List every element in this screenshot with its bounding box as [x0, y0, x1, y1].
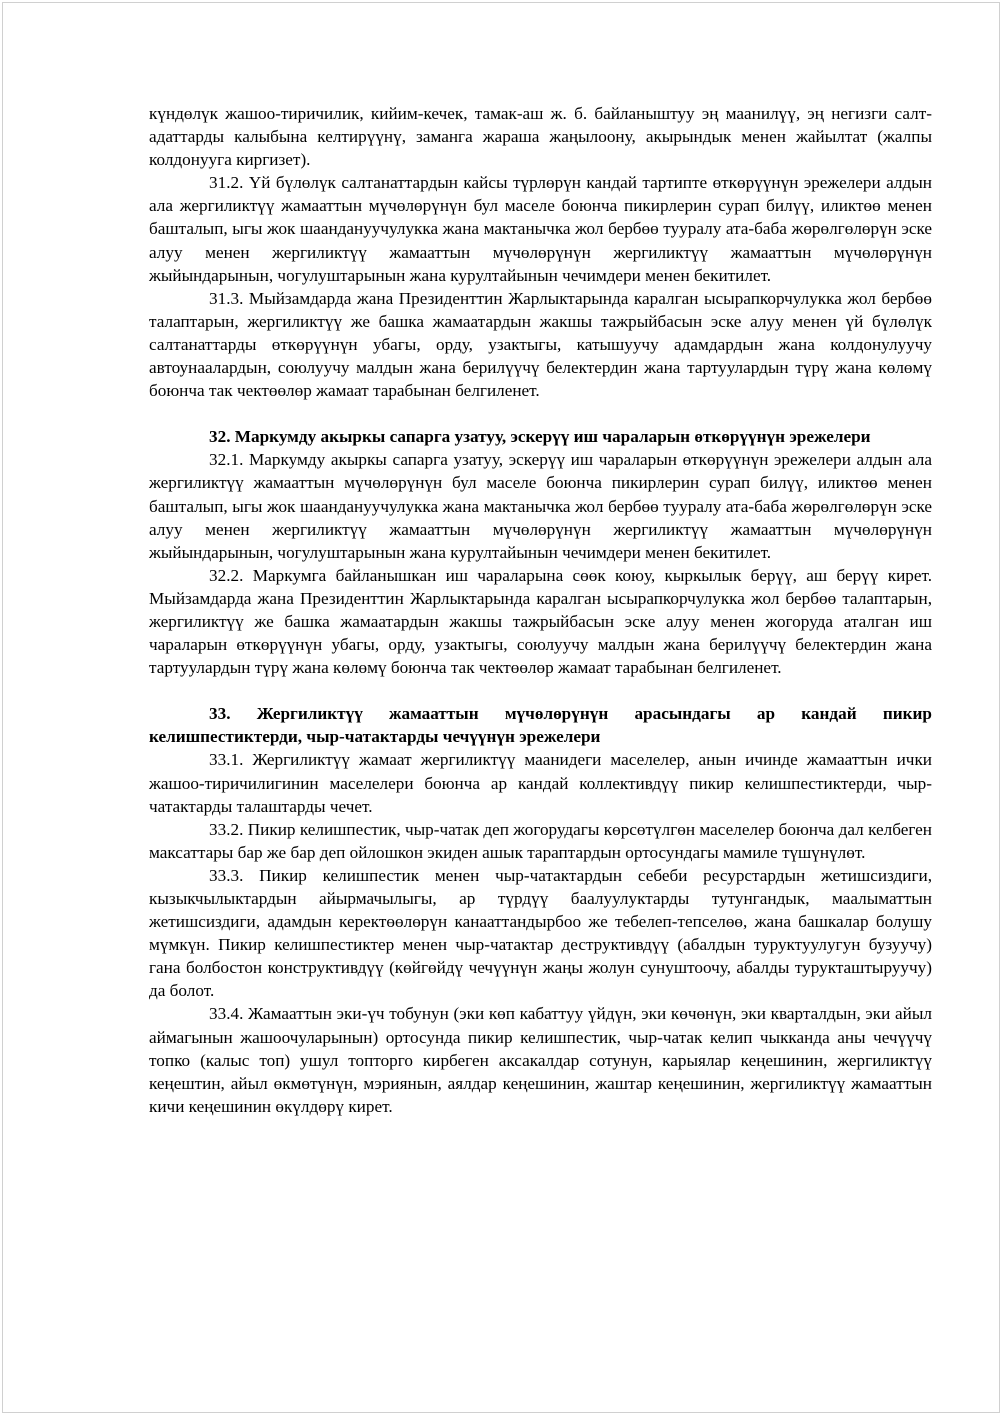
paragraph-31-3: 31.3. Мыйзамдарда жана Президенттин Жарлыктарында каралган ысырапкорчулукка жол бербөө талаптарын, жергиликтүү же башка жамаатардын жакшы тажрыйбасын эске алуу менен үй бүлөлүк салтанаттарды өткөрүүнүн убагы, орду, узактыгы, катышуучу адамдардын жана колдонулуучу автоунаалардын, союлуучу малдын жана берилүүчү белектердин жана тартуулардын түрү жана көлөмү боюнча так чектөөлөр жамаат тарабынан белгиленет.	[149, 288, 932, 401]
heading-section-33: 33. Жергиликтүү жамааттын мүчөлөрүнүн арасындагы ар кандай пикир келишпестиктерди, чыр-чатактарды чечүүнүн эрежелери	[149, 704, 932, 747]
paragraph-32-1: 32.1. Маркумду акыркы сапарга узатуу, эскерүү иш чараларын өткөрүүнүн эрежелери алдын ала жергиликтүү жамааттын мүчөлөрүнүн бул маселе боюнча пикирлерин сурап билүү, иликтөө менен башталып, ыгы жок шаандануучулукка жана мактанычка жол бербөө тууралу ата-баба жөрөлгөлөрүн эске алуу менен жергиликтүү жамааттын мүчөлөрүнүн жергиликтүү жамааттын мүчөлөрүнүн жыйындарынын, чогулуштарынын жана курултайынын чечимдери менен бекитилет.	[149, 450, 932, 562]
document-body	[149, 102, 932, 1118]
paragraph-31-2: 31.2. Үй бүлөлүк салтанаттардын кайсы түрлөрүн кандай тартипте өткөрүүнүн эрежелери алдын ала жергиликтүү жамааттын мүчөлөрүнүн бул маселе боюнча пикирлерин сурап билүү, иликтөө менен башталып, ыгы жок шаандануучулукка жана мактанычка жол бербөө тууралу ата-баба жөрөлгөлөрүн эске алуу менен жергиликтүү жамааттын мүчөлөрүнүн жергиликтүү жамааттын мүчөлөрүнүн жыйындарынын, чогулуштарынын жана курултайынын чечимдери менен бекитилет.	[149, 173, 932, 285]
heading-section-32: 32. Маркумду акыркы сапарга узатуу, эскерүү иш чараларын өткөрүүнүн эрежелери	[209, 427, 871, 447]
paragraph-33-1: 33.1. Жергиликтүү жамаат жергиликтүү маанидеги маселелер, анын ичинде жамааттын ички жашоо-тиричилигинин маселелери боюнча ар кандай коллективдүү пикир келишпестиктерди, чыр-чатактарды талаштарды чечет.	[149, 750, 932, 816]
page	[2, 2, 1000, 1413]
paragraph-33-3: 33.3. Пикир келишпестик менен чыр-чатактардын себеби ресурстардын жетишсиздиги, кызыкчылыктардын айырмачылыгы, ар түрдүү баалуулуктарды тутунгандык, маалыматтын жетишсиздиги, адамдын керектөөлөрүн канааттандырбоо же тебелеп-тепселөө, жана башкалар болушу мүмкүн. Пикир келишпестиктер менен чыр-чатактар деструктивдүү (абалдын туруктуулугун бузуучу) гана болбостон конструктивдүү (көйгөйдү чечүүнүн жаңы жолун сунуштоочу, абалды турукташтыруучу) да болот.	[149, 865, 932, 1001]
paragraph-32-2: 32.2. Маркумга байланышкан иш чараларына сөөк коюу, кыркылык берүү, аш берүү кирет. Мыйзамдарда жана Президенттин Жарлыктарында каралган ысырапкорчулукка жол бербөө талаптарын, жергиликтүү же башка жамаатардын жакшы тажрыйбасын эске алуу менен жогоруда аталган иш чараларын өткөрүүнүн убагы, орду, узактыгы, союлуучу малдын жана берилүүчү белектердин жана тартуулардын түрү жана көлөмү боюнча так чектөөлөр жамаат тарабынан белгиленет.	[149, 565, 932, 678]
paragraph-intro: күндөлүк жашоо-тиричилик, кийим-кечек, тамак-аш ж. б. байланыштуу эң маанилүү, эң негизги салт-адаттарды калыбына келтирүүнү, заманга жараша жаңылоону, акырындык менен жайылтат (жалпы колдонууга киргизет).	[149, 104, 932, 170]
section-gap	[149, 402, 932, 425]
paragraph-33-4: 33.4. Жамааттын эки-үч тобунун (эки көп кабаттуу үйдүн, эки көчөнүн, эки кварталдын, эки айыл аймагынын жашоочуларынын) ортосунда пикир келишпестик, чыр-чатак келип чыкканда аны чечүүчү топко (калыс топ) ушул топторго кирбеген аксакалдар сотунун, карыялар кеңешинин, жергиликтүү кеңештин, айыл өкмөтүнүн, мэриянын, аялдар кеңешинин, жаштар кеңешинин, жергиликтүү жамааттын кичи кеңешинин өкүлдөрү кирет.	[149, 1004, 932, 1116]
section-gap	[149, 679, 932, 702]
paragraph-33-2: 33.2. Пикир келишпестик, чыр-чатак деп жогорудагы көрсөтүлгөн маселелер боюнча дал келбеген максаттары бар же бар деп ойлошкон экиден ашык тараптардын ортосундагы мамиле түшүнүлөт.	[149, 819, 932, 862]
